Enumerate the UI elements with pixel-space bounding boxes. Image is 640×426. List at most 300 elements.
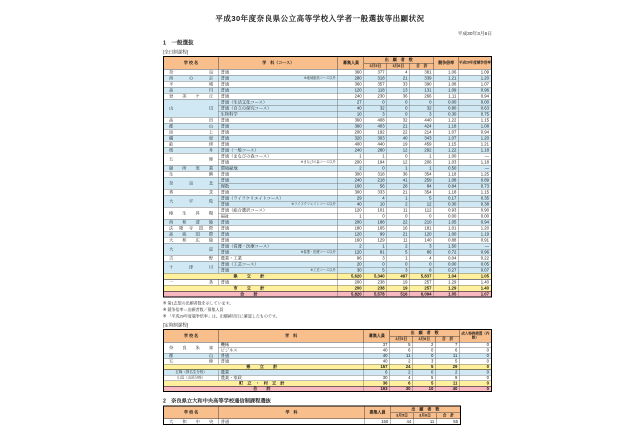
- total-label-cell: 県 立 計: [164, 273, 338, 279]
- course-label: 普通: [220, 231, 230, 237]
- school-name-cell: 大和中央: [164, 419, 219, 425]
- col-header-course: 学 科: [219, 406, 365, 419]
- value-cell: 5: [390, 342, 413, 348]
- value-cell: 5: [410, 195, 434, 201]
- value-cell: 4: [387, 69, 410, 75]
- section1-heading: 1 一般選抜: [163, 40, 194, 46]
- value-cell: 1.20: [459, 135, 492, 141]
- school-name-cell: 奈良朱雀: [164, 342, 219, 353]
- value-cell: 27: [338, 99, 364, 105]
- value-cell: 0.22: [459, 255, 492, 261]
- value-cell: 5,578: [364, 291, 387, 297]
- page-title: 平成30年度奈良県公立高等学校入学者一般選抜等出願状況: [215, 14, 425, 23]
- col-header-day1: 3月5日: [390, 336, 413, 342]
- course-label: 理数: [220, 183, 230, 189]
- value-cell: 6: [390, 348, 413, 354]
- footnote-line: ※ 第1志望の出願者数を示しています。: [163, 301, 234, 306]
- value-cell: 200: [338, 219, 364, 225]
- value-cell: 0: [413, 348, 436, 354]
- course-label: 普通: [220, 129, 230, 135]
- school-name-cell: 吉野: [164, 255, 219, 261]
- value-cell: 343: [410, 135, 434, 141]
- value-cell: 180: [338, 225, 364, 231]
- value-cell: 1.18: [434, 123, 459, 129]
- school-name-cell: 高円: [164, 87, 219, 93]
- section2-heading: 2 奈良県立大和中央高等学校通信制課程選抜: [163, 398, 271, 404]
- value-cell: 0.30: [434, 111, 459, 117]
- col-header-day2: 3月6日: [387, 63, 410, 69]
- course-label: 普通: [220, 81, 230, 87]
- value-cell: 1: [338, 213, 364, 219]
- value-cell: 1.50: [434, 243, 459, 249]
- col-header-day2: 3月6日: [414, 413, 437, 419]
- value-cell: 129: [364, 237, 387, 243]
- footnotes: [163, 300, 492, 320]
- value-cell: 318: [364, 75, 387, 81]
- value-cell: 381: [410, 69, 434, 75]
- course-label: ビジネス: [220, 347, 238, 353]
- school-name-cell: 郡山: [164, 123, 219, 129]
- value-cell: 0.96: [459, 87, 492, 93]
- col-header-applicants: 出 願 者 数: [364, 57, 434, 64]
- school-name-cell: 大和広陵: [164, 237, 219, 243]
- course-label: 機械: [220, 342, 230, 348]
- value-cell: 0: [410, 99, 434, 105]
- document-content: [163, 30, 492, 426]
- value-cell: 56: [364, 183, 387, 189]
- value-cell: 193: [364, 386, 390, 392]
- value-cell: 1: [387, 255, 410, 261]
- value-cell: 1: [387, 165, 410, 171]
- value-cell: 0.96: [459, 249, 492, 255]
- col-header-prev-ratio: 平成29年度競争倍率: [459, 57, 492, 70]
- total-label-cell: 県 立 計: [164, 364, 364, 370]
- value-cell: 1: [364, 243, 387, 249]
- value-cell: 12: [387, 159, 410, 165]
- course-label: 普通（ライフクリエイトコース）: [220, 195, 284, 201]
- value-cell: 424: [410, 123, 434, 129]
- value-cell: 0: [460, 342, 492, 348]
- value-cell: 0: [460, 364, 492, 370]
- value-cell: 33: [387, 81, 410, 87]
- value-cell: 2: [338, 243, 364, 249]
- value-cell: 0: [460, 386, 492, 392]
- value-cell: 120: [338, 231, 364, 237]
- value-cell: 21: [387, 189, 410, 195]
- value-cell: 0: [364, 99, 387, 105]
- value-cell: 11: [387, 207, 410, 213]
- course-label: 普通: [220, 219, 230, 225]
- value-cell: 0.94: [459, 93, 492, 99]
- value-cell: 21: [387, 123, 410, 129]
- value-cell: 19: [387, 279, 410, 285]
- value-cell: 118: [364, 87, 387, 93]
- course-label: 普通: [220, 123, 230, 129]
- col-header-adult-provision: 成人特例措置（内数）: [460, 330, 492, 343]
- value-cell: 0: [387, 105, 410, 111]
- value-cell: 2: [387, 201, 410, 207]
- value-cell: 240: [338, 93, 364, 99]
- value-cell: 181: [410, 225, 434, 231]
- col-header-school: 学 校 名: [164, 330, 219, 343]
- school-name-cell: 山辺: [164, 99, 219, 117]
- value-cell: 5: [413, 381, 436, 387]
- value-cell: 1.21: [434, 75, 459, 81]
- value-cell: 0: [387, 99, 410, 105]
- value-cell: 1.19: [459, 231, 492, 237]
- value-cell: 2: [338, 165, 364, 171]
- course-label: 普通: [220, 249, 230, 255]
- value-cell: 194: [364, 159, 387, 165]
- school-name-cell: 法隆寺国際: [164, 225, 219, 231]
- value-cell: 1.08: [434, 177, 459, 183]
- value-cell: 1: [338, 153, 364, 159]
- school-name-cell: 十津川: [164, 261, 219, 273]
- course-label: 普通: [220, 279, 230, 285]
- value-cell: 86: [410, 249, 434, 255]
- col-header-course: 学 科: [218, 330, 363, 343]
- value-cell: 280: [338, 75, 364, 81]
- value-cell: 1.29: [434, 279, 459, 285]
- value-cell: 32: [410, 105, 434, 111]
- value-cell: 210: [410, 219, 434, 225]
- col-header-capacity: 募集人員: [338, 57, 364, 70]
- value-cell: 303: [364, 135, 387, 141]
- value-cell: 32: [364, 105, 387, 111]
- value-cell: 0: [460, 348, 492, 354]
- course-label: 普通（総合選択コース）: [220, 207, 268, 213]
- value-cell: 12: [410, 201, 434, 207]
- value-cell: 192: [364, 129, 387, 135]
- school-name-cell: 大淀: [164, 243, 219, 255]
- col-header-ratio: 競争倍率: [434, 57, 459, 70]
- value-cell: 408: [364, 117, 387, 123]
- value-cell: 440: [410, 117, 434, 123]
- value-cell: 1.09: [434, 87, 459, 93]
- value-cell: 320: [338, 135, 364, 141]
- value-cell: 19: [387, 285, 410, 291]
- value-cell: 81: [364, 249, 387, 255]
- value-cell: 3: [413, 359, 436, 365]
- value-cell: 259: [410, 177, 434, 183]
- school-name-cell: 畝傍: [164, 141, 219, 147]
- value-cell: 55: [437, 419, 461, 425]
- value-cell: 2: [390, 370, 413, 376]
- value-cell: 120: [410, 231, 434, 237]
- value-cell: 101: [364, 207, 387, 213]
- date-label: 平成30年3月6日: [457, 31, 492, 37]
- value-cell: 100: [338, 183, 364, 189]
- school-name-cell: 桜井: [164, 147, 219, 153]
- col-header-school: 学 校 名: [164, 406, 219, 419]
- value-cell: 1.20: [459, 225, 492, 231]
- value-cell: 1.07: [459, 291, 492, 297]
- col-header-capacity: 募集人員: [365, 406, 391, 419]
- value-cell: 0.90: [459, 207, 492, 213]
- value-cell: 120: [338, 249, 364, 255]
- total-label-cell: 町立・村立計: [164, 381, 364, 387]
- value-cell: 30: [364, 375, 390, 381]
- col-header-course: 学 科（コース）: [218, 57, 338, 70]
- value-cell: 0.38: [459, 201, 492, 207]
- value-cell: 20: [338, 261, 364, 267]
- value-cell: 3: [410, 243, 434, 249]
- fulltime-bracket-label: [全日制課程]: [163, 49, 189, 55]
- footnote-line: ※ 競争倍率＝出願者数／募集人員: [163, 307, 224, 312]
- value-cell: 0.07: [459, 267, 492, 273]
- value-cell: 280: [364, 147, 387, 153]
- value-cell: 1.25: [459, 171, 492, 177]
- course-label: 普通: [220, 135, 230, 141]
- parttime-bracket-label: [定時制課程]: [163, 322, 189, 328]
- value-cell: 1.22: [434, 147, 459, 153]
- course-label: 普通（看護・医療コース）: [220, 243, 272, 249]
- value-cell: 1: [364, 153, 387, 159]
- col-header-school: 学 校 名: [164, 57, 219, 70]
- value-cell: 214: [410, 129, 434, 135]
- course-label: 普通: [220, 353, 230, 359]
- value-cell: 29: [338, 195, 364, 201]
- value-cell: 1.15: [459, 117, 492, 123]
- value-cell: 3: [364, 111, 387, 117]
- value-cell: 1.40: [459, 285, 492, 291]
- value-cell: 200: [338, 285, 364, 291]
- school-name-cell: 香芝: [164, 189, 219, 195]
- value-cell: 240: [338, 147, 364, 153]
- value-cell: 12: [387, 147, 410, 153]
- value-cell: 36: [387, 171, 410, 177]
- value-cell: 318: [364, 171, 387, 177]
- value-cell: 157: [364, 364, 390, 370]
- value-cell: 0: [387, 261, 410, 267]
- value-cell: 0: [364, 261, 387, 267]
- value-cell: 40: [436, 386, 460, 392]
- school-name-cell: 生駒: [164, 171, 219, 177]
- course-note: ※まなびの森コース以外: [300, 160, 336, 164]
- value-cell: 0: [413, 353, 436, 359]
- value-cell: 21: [387, 231, 410, 237]
- value-cell: 5,837: [410, 273, 434, 279]
- value-cell: 0.00: [434, 99, 459, 105]
- school-name-cell: 西の京: [164, 75, 219, 81]
- value-cell: 4: [364, 195, 387, 201]
- value-cell: 0: [460, 353, 492, 359]
- course-note: ※工芸コース以外: [310, 268, 336, 272]
- value-cell: 257: [410, 279, 434, 285]
- value-cell: 99: [364, 231, 387, 237]
- value-cell: 0.94: [459, 129, 492, 135]
- value-cell: 360: [338, 123, 364, 129]
- school-name-cell: 橿原: [164, 135, 219, 141]
- value-cell: 360: [338, 69, 364, 75]
- value-cell: 0.27: [434, 267, 459, 273]
- value-cell: 440: [364, 141, 387, 147]
- value-cell: 1.15: [459, 189, 492, 195]
- course-label: 普通: [220, 267, 230, 273]
- value-cell: 5,820: [338, 291, 364, 297]
- school-name-cell: 五條: [164, 359, 219, 365]
- course-label: 普通: [220, 69, 230, 75]
- school-name-cell: 五條（賀名生分校）: [164, 370, 219, 376]
- value-cell: 206: [410, 159, 434, 165]
- value-cell: 1.09: [459, 69, 492, 75]
- value-cell: 11: [436, 381, 460, 387]
- school-name-cell: 登美ケ丘: [164, 93, 219, 99]
- school-name-cell: 榛生昇陽: [164, 207, 219, 219]
- course-label: 普通（一般コース）: [220, 147, 259, 153]
- value-cell: 357: [364, 81, 387, 87]
- value-cell: 1.08: [459, 123, 492, 129]
- value-cell: 10: [338, 111, 364, 117]
- value-cell: 84: [410, 183, 434, 189]
- col-header-sum: 合 計: [410, 63, 434, 69]
- value-cell: 140: [410, 237, 434, 243]
- value-cell: 24: [390, 364, 413, 370]
- value-cell: 16: [387, 225, 410, 231]
- col-header-day1: 3月5日: [391, 413, 414, 419]
- value-cell: 3: [364, 255, 387, 261]
- value-cell: 1.20: [459, 75, 492, 81]
- value-cell: 11: [414, 419, 437, 425]
- value-cell: 5,340: [364, 273, 387, 279]
- value-cell: 200: [338, 129, 364, 135]
- course-label: 普通（まなびの森コース）: [220, 153, 272, 159]
- value-cell: 377: [364, 69, 387, 75]
- value-cell: 0.04: [434, 255, 459, 261]
- course-label: 農業・家政: [220, 375, 242, 381]
- value-cell: 40: [338, 201, 364, 207]
- value-cell: 0: [364, 165, 387, 171]
- value-cell: 40: [364, 348, 390, 354]
- col-header-sum: 合 計: [437, 413, 461, 419]
- value-cell: 1.22: [434, 117, 459, 123]
- value-cell: 40: [338, 105, 364, 111]
- value-cell: 0: [460, 359, 492, 365]
- school-name-cell: 高田: [164, 117, 219, 123]
- value-cell: ―: [459, 165, 492, 171]
- value-cell: 30: [390, 386, 413, 392]
- value-cell: 0.80: [434, 105, 459, 111]
- col-header-day1: 3月5日: [364, 63, 387, 69]
- course-label: 普通: [220, 117, 230, 123]
- footnote-line: ※ 「平成29年度競争倍率」は、出願締切日に確認したものです。: [163, 314, 280, 319]
- school-name-cell: 添上: [164, 129, 219, 135]
- value-cell: 37: [364, 342, 390, 348]
- value-cell: 1.07: [434, 135, 459, 141]
- value-cell: 29: [436, 364, 460, 370]
- course-label: 普通: [220, 225, 230, 231]
- value-cell: 5: [364, 267, 387, 273]
- value-cell: 0: [410, 213, 434, 219]
- school-name-cell: 奈良: [164, 69, 219, 75]
- value-cell: 1.40: [459, 279, 492, 285]
- value-cell: 0: [413, 370, 436, 376]
- value-cell: 0: [460, 381, 492, 387]
- value-cell: 1.29: [434, 285, 459, 291]
- value-cell: 120: [338, 207, 364, 213]
- value-cell: 21: [387, 75, 410, 81]
- value-cell: 19: [387, 141, 410, 147]
- value-cell: 112: [410, 207, 434, 213]
- value-cell: 0: [460, 370, 492, 376]
- value-cell: 0.88: [434, 237, 459, 243]
- value-cell: 1.08: [434, 81, 459, 87]
- value-cell: 36: [387, 93, 410, 99]
- course-note: ※看護・医療コース以外: [300, 250, 336, 254]
- value-cell: 5: [413, 364, 436, 370]
- value-cell: 1: [410, 165, 434, 171]
- value-cell: 0.72: [434, 249, 459, 255]
- value-cell: 28: [387, 183, 410, 189]
- value-cell: 1.15: [434, 141, 459, 147]
- value-cell: 1.05: [434, 291, 459, 297]
- value-cell: 6: [364, 370, 390, 376]
- course-label: 普通: [220, 237, 230, 243]
- header-row: [164, 57, 492, 64]
- value-cell: 1.06: [434, 69, 459, 75]
- value-cell: 0.73: [459, 183, 492, 189]
- value-cell: 5: [387, 249, 410, 255]
- value-cell: 0.89: [459, 177, 492, 183]
- value-cell: 2: [436, 370, 460, 376]
- value-cell: 3: [410, 111, 434, 117]
- value-cell: 360: [338, 81, 364, 87]
- value-cell: 36: [364, 381, 390, 387]
- course-label: 普通: [220, 87, 230, 93]
- value-cell: 4: [410, 255, 434, 261]
- value-cell: 0: [410, 261, 434, 267]
- value-cell: 218: [364, 177, 387, 183]
- value-cell: 9: [436, 375, 460, 381]
- value-cell: 40: [364, 359, 390, 365]
- value-cell: 131: [410, 87, 434, 93]
- course-label: 環境緑地: [220, 165, 238, 171]
- value-cell: 150: [365, 419, 391, 425]
- course-label: 普通（自立の探究コース）: [220, 105, 272, 111]
- value-cell: 11: [387, 237, 410, 243]
- school-name-cell: 五條: [164, 153, 219, 165]
- value-cell: 1.04: [434, 273, 459, 279]
- value-cell: 1.18: [434, 171, 459, 177]
- value-cell: 1.00: [434, 153, 459, 159]
- course-note: ※地域創造コース以外: [303, 76, 336, 80]
- value-cell: 238: [364, 285, 387, 291]
- course-label: 普通: [220, 159, 230, 165]
- value-cell: 11: [436, 353, 460, 359]
- school-name-cell: 御所実業: [164, 165, 219, 171]
- value-cell: 1: [410, 153, 434, 159]
- value-cell: 0.17: [434, 195, 459, 201]
- value-cell: 1: [387, 195, 410, 201]
- value-cell: 8: [410, 267, 434, 273]
- value-cell: 0: [387, 111, 410, 117]
- value-cell: 1.05: [434, 219, 459, 225]
- value-cell: 6: [390, 381, 413, 387]
- value-cell: 6,094: [410, 291, 434, 297]
- course-label: 農業: [220, 369, 230, 375]
- table-row: [164, 419, 461, 425]
- value-cell: 96: [338, 255, 364, 261]
- value-cell: 0.50: [434, 165, 459, 171]
- value-cell: 0.35: [459, 195, 492, 201]
- value-cell: 40: [387, 135, 410, 141]
- value-cell: 1.00: [434, 231, 459, 237]
- value-cell: 2: [387, 243, 410, 249]
- course-label: 福祉: [220, 213, 230, 219]
- value-cell: 10: [413, 386, 436, 392]
- value-cell: 497: [387, 273, 410, 279]
- value-cell: 459: [410, 141, 434, 147]
